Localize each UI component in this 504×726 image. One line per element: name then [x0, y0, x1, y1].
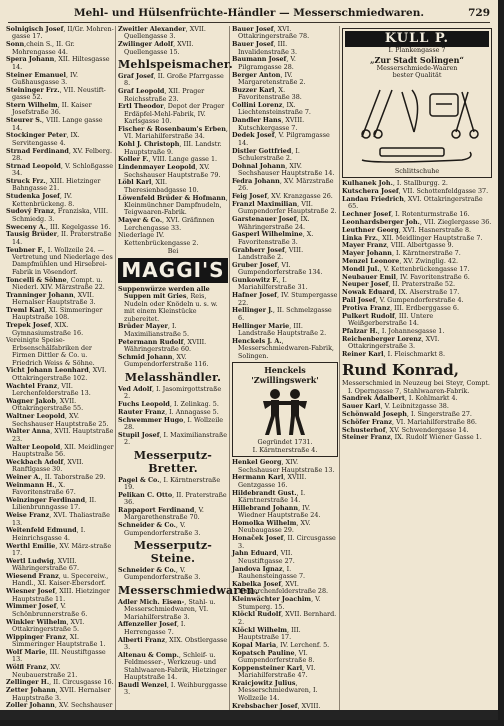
directory-entry: Kleinwächter Joachim, V. Stumperg. 15. [232, 595, 321, 611]
directory-entry: Gasperl Wilhelmine, X. Favoritenstraße 3. [232, 230, 314, 246]
directory-entry: Löbl Karl, XII. Theresienbadgasse 10. [118, 178, 199, 194]
column-3 [232, 26, 338, 716]
maggi-advert-logo: MAGGI'S [118, 258, 228, 283]
directory-entry: Wolf Marie, III. Neustiftgasse 13. [6, 647, 106, 664]
rund-advert-text: Messerschmied in Neuzeug bei Steyr, Compt. I. Operngasse 7, Stahlwaaren-Fabrik. [342, 379, 490, 395]
directory-entry: Pail Josef, V. Gumpendorferstraße 4. [342, 295, 464, 304]
directory-entry: Dedek Josef, V. Pilgramgasse 14. [232, 131, 330, 147]
directory-entry: Zellinger H., II. Circusgasse 16. [6, 678, 114, 687]
directory-entry: Weinmann H., X. Favoritenstraße 67. [6, 480, 76, 497]
directory-entry: Kopatsch Pauline, VI. Gumpendorferstraße 8. [232, 648, 315, 664]
section-heading-melass: Melasshändler. [124, 370, 222, 384]
directory-entry: Winkler Wilhelm, XVI. Ottakringerstraße 5. [6, 617, 85, 633]
directory-entry: Trepek Josef, XIX. Gymnasiumstraße 16. [6, 321, 84, 337]
directory-entry: Sauer Karl, V. Leibnitzgasse 38. [342, 402, 449, 411]
directory-entry: Steininger Frz., VII. Neustift-gasse 52. [6, 85, 106, 102]
section-heading-schmied: Messerschmiedwaren. [118, 583, 259, 597]
directory-entry: Neuper Josef, II. Praterstraße 52. [342, 280, 456, 289]
column-2 [118, 25, 259, 716]
skate-icon [352, 144, 482, 166]
cutlery-illustration-icon [352, 82, 482, 142]
directory-entry: Wachtel Franz, VII. Lerchenfelderstraße 13. [6, 381, 91, 398]
kull-name: KULL P. [345, 31, 489, 47]
directory-entry: Dandler Hans, XVIII. Kutschkergasse 7. [232, 116, 305, 132]
directory-entry: Walter Anna, XVII. Hauptstraße 23. [6, 427, 114, 443]
kull-line2: bester Qualität [392, 71, 442, 80]
directory-entry: Homolka Wilhelm, XV. Neubaugasse 29. [232, 519, 311, 535]
directory-entry: Brüder Mayer, I. Maximilianstraße 5. [118, 322, 190, 338]
directory-entry: Pagel & Co., I. Kärntnerstraße 19. [118, 475, 221, 491]
directory-entry: Ertl Theodor, Depot der Prager Erdäpfel-Mehl-Fabrik, IV. Karlsgasse 10. [118, 102, 225, 126]
entry-list [342, 180, 492, 358]
directory-entry: Franzl Maximilian, VII. Gumpendorfer Hauptstraße 2. [232, 200, 337, 216]
directory-entry: Tranninger Johann, XVII. Hernalser Hauptstraße 3. [6, 290, 96, 307]
directory-entry: Ved Adolf, I. Jasomirgottstraße 2. [118, 384, 222, 401]
directory-entry: Zweitler Alexander, XVII. Quellengasse 3. [118, 25, 206, 41]
directory-entry: Wölfl Franz, XV. Neubauerstraße 21. [6, 663, 78, 679]
directory-entry: Gunkowitz F., I. Mariahilferstraße 31. [232, 276, 308, 292]
henckels-advert [232, 362, 338, 457]
directory-entry: Lechner Josef, I. Rotenturmstraße 16. [342, 210, 470, 219]
section-heading-bretter: Messerputz-Bretter. [133, 448, 213, 475]
directory-entry: Koppensteiner Karl, VI. Mariahilferstraße 47. [232, 663, 316, 680]
directory-entry: Berger Anton, IV. Margaretenstraße 2. [232, 70, 306, 87]
directory-entry: Schwemmer Hugo, I. Wollzeile 28. [118, 415, 224, 431]
column-divider [229, 26, 230, 716]
directory-entry: Kabelka Josef, XVI. Neulerchenfelderstraße 28. [232, 579, 329, 596]
entry-list [118, 26, 228, 56]
directory-entry: Wippinger Franz, XI. Simmeringer Hauptstraße 1. [6, 632, 106, 649]
directory-entry: Niederlage IV. Kettenbrückengasse 2. [118, 231, 199, 247]
directory-entry: Henkel Georg, XIV. Sechshauser Hauptstraße 13. [232, 458, 335, 474]
directory-entry: Jahn Eduard, VII. Neustiftgasse 27. [232, 549, 295, 565]
directory-entry: Weiner A., II. Taborstraße 29. [6, 472, 106, 481]
henckels-address: I. Kärntnerstraße 4. [252, 445, 318, 454]
directory-entry: Landau Friedrich, XVI. Ottakringerstraße 65. [342, 194, 483, 211]
entry-list [342, 395, 492, 441]
column-divider [115, 26, 116, 716]
page-edge-shadow [0, 710, 498, 720]
directory-entry: Koller F., VIII. Lange gasse 1. [118, 155, 218, 164]
directory-entry: Wimmer Josef, V. Schönbrunnerstraße 6. [6, 602, 88, 618]
directory-entry: Studenka Josef, IV. Kettenbrückeng. 8. [6, 192, 75, 208]
column-1 [6, 26, 114, 716]
directory-entry: Mondl Jul., V. Kettenbrückengasse 17. [342, 264, 470, 273]
directory-entry: Vereinigte Speise-Erbsenschälfabriken der Firmen Dittler & Co. u. Friedrich Weiss & Söhne. [6, 336, 95, 367]
directory-entry: Weitenfeld Edmund, I. Heinrichsgasse 4. [6, 526, 86, 542]
directory-entry: Hillebrand Johann, IV. Wiedner Hauptstraße 24. [232, 503, 321, 520]
entry-list [118, 73, 228, 247]
directory-entry: Neubauer Emil, IV. Favoritenstraße 6. [342, 272, 470, 281]
directory-entry: Gruber Josef, VI. Gumpendorferstraße 134. [232, 260, 323, 277]
directory-entry: Mayer & Co., XVI. Gräfinnen Lerchengasse 33. [118, 216, 215, 232]
directory-entry: Waltner Leopold, XV. Sechshauser Hauptstraße 25. [6, 412, 109, 428]
directory-entry: Mayer Franz, VIII. Albertgasse 9. [342, 241, 454, 250]
kull-sign: „Zur Stadt Solingen“ [369, 54, 465, 65]
directory-entry: Honaček Josef, II. Circusgasse 3. [232, 534, 336, 550]
directory-entry: Solnigisch Josef, II/Gr. Mohren-gasse 17. [6, 25, 114, 41]
directory-entry: Steiner Franz, IX. Rudolf Wiener Gasse 1. [342, 433, 482, 442]
directory-entry: Treml Karl, XI. Simmeringer Hauptstraße 108. [6, 306, 103, 322]
directory-entry: Löwenfeld Brüder & Hofmann, Kleinmünchner Dampfnudeln, Teigwaaren-Fabrik. [118, 193, 228, 217]
directory-entry: Schneider & Co., V. Gumpendorferstraße 3. [118, 521, 201, 537]
kull-advert [342, 28, 492, 178]
directory-entry: Toncelli & Söhne, Compt. u. Niederl. XIV. Märzstraße 22. [6, 275, 105, 292]
directory-entry: Pelikan C. Otto, II. Praterstraße 36. [118, 490, 227, 507]
directory-entry: Feig Josef, XV. Kranzgasse 26. [232, 192, 333, 201]
directory-entry: Baumann Josef, V. Pilgramgasse 28. [232, 55, 296, 71]
directory-entry: Tausig Brüder, II. Praterstraße 14. [6, 230, 112, 246]
directory-entry: Wertl Ludwig, XVIII. Währingerstraße 67. [6, 556, 80, 573]
henckels-brand: Henckels 'Zwillingswerk' [251, 365, 319, 386]
directory-entry: Alberti Franz, XIX. Obstlergasse 3. [118, 635, 228, 651]
directory-entry: Hermann Karl, XVIII. Gentzgasse 16. [232, 473, 307, 489]
directory-entry: Lindenmayer Leopold, XV. Sechshauser Hauptstraße 79. [118, 163, 221, 179]
directory-entry: Kopal Maria, IV. Lerchenf. 5. [232, 640, 330, 649]
directory-entry: Buzzer Karl, X. Favoritenstraße 38. [232, 85, 302, 102]
directory-entry: Teubner F., I. Wollzeile 24. — Vertretung und Niederlage des Dampfmühlen und Hirsebrei-Fabrik in Vösendorf. [6, 245, 113, 276]
entry-list [118, 567, 228, 582]
directory-entry: Struck Frz., XIII. Hietzinger Bahngasse 21. [6, 177, 101, 193]
directory-entry: Jandova Ignaz, I. Rauhensteingasse 7. [232, 564, 306, 581]
directory-entry: Rappaport Ferdinand, V. Margarethenstraße 70. [118, 505, 204, 522]
directory-entry: Zwilinger Adolf, XVII. Quellengasse 15. [118, 40, 194, 56]
directory-entry: Stockinger Peter, IX. Servitengasse 4. [6, 131, 80, 147]
directory-entry: Altenau & Comp., Schleif- u. Feldmesser-, Werkzeug- und Stahlwaaren-Fabrik, Hietzinger Hauptstraße 14. [118, 650, 227, 681]
directory-entry: Steurer S., VIII. Lange gasse 14. [6, 116, 103, 132]
directory-entry: Baudl Wenzel, I. Weihburggasse 3. [118, 680, 228, 697]
directory-entry: Vicht Johann Leonhard, XVI. Ottakringerstraße 102. [6, 366, 107, 382]
directory-entry: Schmid Johann, XV. Gumpendorferstraße 116. [118, 352, 209, 369]
directory-entry: Henckels J. A., Messerschmiedwaren-Fabrik, Solingen. [232, 336, 334, 360]
entry-list [118, 477, 228, 537]
directory-entry: Kohl J. Christoph, III. Landstr. Hauptstraße 9. [118, 140, 222, 156]
kull-line3: Schlittschuhe [394, 166, 440, 175]
directory-entry: Hildebrandt Gust., I. Kärntnerstraße 14. [232, 488, 306, 505]
directory-entry: Fedra Johann, XV. Märzstraße 26. [232, 177, 334, 193]
rund-advert-name: Rund Konrad, [342, 361, 459, 380]
kull-address: I. Plankengasse 7 [388, 46, 446, 54]
directory-entry: Wiesend Franz, u. Specereiw., Handl., XI. Kaiser-Ebersdorf. [6, 571, 109, 588]
directory-entry: Kulhanek Joh., I. Stallburgg. 2. [342, 179, 448, 188]
bei-label: Bei [167, 246, 179, 255]
directory-entry: Graf Leopold, XII. Prager Reichsstraße 23. [118, 87, 205, 103]
page-number: 729 [468, 7, 490, 19]
entry-list [118, 386, 228, 447]
directory-entry: Leonhardsberger Joh., VII. Zieglergasse 36. [342, 217, 492, 226]
directory-entry: Krebsbacher Josef, XVIII. [232, 701, 321, 710]
directory-entry: Reichenberger Lorenz, XVI. Ottakringerstraße 3. [342, 334, 440, 350]
directory-entry: Petermann Rudolf, XVIII. Währingerstraße 60. [118, 337, 207, 354]
twins-logo-icon [255, 387, 315, 437]
directory-entry: Schönwald Joseph, I. Singerstraße 27. [342, 409, 472, 418]
directory-entry: Steiner Emanuel, IV. Gußhausgasse 3. [6, 70, 79, 87]
directory-entry: Bauer Josef, III. Invalidenstraße 3. [232, 40, 298, 56]
directory-entry: Dohnal Johann, XIV. Sechshauser Hauptstraße 14. [232, 161, 335, 178]
page-title: Mehl- und Hülsenfrüchte-Händler — Messerschmiedwaren. [73, 7, 425, 19]
directory-entry: Sandrek Adalbert, I. Kohlmarkt 4. [342, 394, 458, 403]
directory-entry: Stupil Josef, I. Maximilianstraße 2. [118, 430, 228, 447]
directory-entry: Wiesner Josef, XIII. Hietzinger Hauptstraße 11. [6, 587, 110, 603]
directory-entry: Weinzinger Ferdinand, II. Lilienbrunngasse 17. [6, 495, 97, 512]
directory-entry: Schusterhof, XV. Schwendergasse 14. [342, 425, 469, 434]
column-divider [339, 26, 340, 716]
directory-entry: Hafner Josef, IV. Stumpergasse 22. [232, 291, 338, 307]
directory-entry: Garstenauer Josef, IX. Währingerstraße 24. [232, 215, 310, 231]
directory-entry: Pulkert Rudolf, III. Untere Weißgerberstraße 14. [342, 311, 434, 327]
directory-entry: Nowak Eduard, IX. Alserstraße 17. [342, 288, 460, 297]
maggi-advert-text [118, 286, 228, 338]
directory-entry: Strnad Ferdinand, XV. Felberg. 28. [6, 146, 112, 163]
directory-entry: Stern Wilhelm, II. Kaiser Josefstraße 36. [6, 101, 92, 117]
directory-entry: Sweceny A., III. Kegelgasse 16. [6, 222, 111, 231]
entry-list [6, 26, 114, 717]
directory-entry: Hellinger Marie, III. Landstraße Hauptstraße 2. [232, 321, 327, 338]
kull-line1: Messerschmiede-Waaren [376, 63, 458, 72]
directory-entry: Leuthner Georg, XVI. Hasnerstraße 8. [342, 225, 472, 234]
directory-entry: Sonn,chein S., II. Gr. Mohrengasse 44. [6, 40, 75, 56]
directory-entry: Affenzeller Josef, I. Herrengasse 7. [118, 620, 186, 636]
directory-entry: Collini Lorenz, IX. Liechtensteinstraße 7. [232, 101, 311, 117]
section-heading-steine: Messerputz-Steine. [133, 538, 213, 565]
directory-entry: Mayer Johann, I. Kärntnerstraße 7. [342, 249, 461, 258]
directory-entry: Werthl Emilie, XV. März-straße 17. [6, 541, 112, 557]
directory-entry: Wagner Jakob, XVII. Ottakringerstraße 55. [6, 396, 84, 413]
directory-entry: Zoller Johann, XV. Sechshauser [6, 701, 113, 710]
directory-entry: Protiva Franz, III. Erdberggasse 6. [342, 303, 460, 312]
directory-entry: Distler Gottfried, I. Schulerstraße 2. [232, 146, 300, 163]
directory-entry: Klöckl Rudolf, XVII. Bernhard. 2. [232, 610, 337, 626]
entry-list [232, 459, 338, 717]
directory-entry: Suppenwürze werden alle Suppen mit Gries, Reis, Nudeln oder Knödeln u. s. w. mit einem Kleinstücke zubereitet. [118, 285, 218, 323]
directory-entry: Fuchs Leopold, I. Zelinkag. 5. [118, 399, 219, 408]
directory-entry: Menzel Leonore, XV. Zwinglig. 42. [342, 256, 459, 265]
directory-entry: Rauter Franz, I. Annagasse 5. [118, 407, 219, 416]
entry-list [118, 339, 228, 369]
directory-entry: Schöfer Franz, VI. Mariahilferstraße 86. [342, 417, 477, 426]
directory-entry: Linka Frz., XII. Meidlinger Hauptstraße 7. [342, 233, 483, 242]
directory-entry: Strnad Leopold, V. Schloßgasse 34. [6, 161, 113, 178]
directory-entry: Hellinger J., II. Schmelzgasse 6. [232, 306, 332, 322]
column-4 [342, 26, 492, 716]
directory-entry: Graf Josef, II. Große Pfarrgasse 8. [118, 72, 224, 88]
directory-entry: Spera Johann, XII. Hiltesgasse 14. [6, 55, 110, 71]
directory-entry: Weckbach Adolf, XVII. Ranftlgasse 30. [6, 457, 84, 474]
directory-entry: Weise Franz, XVI. Thaliastraße 13. [6, 511, 110, 527]
directory-entry: Pfalzar H., I. Johannesgasse 1. [342, 326, 445, 335]
directory-entry: Zetter Johann, XVII. Hernalser Hauptstraße 3. [6, 686, 111, 702]
directory-entry: Kutschera Josef, VII. Schottenfeldgasse 37. [342, 187, 489, 196]
entry-list [232, 26, 338, 360]
directory-entry: Schneider & Co., V. Gumpendorferstraße 3. [118, 565, 201, 582]
henckels-founded: Gegründet 1731. [257, 438, 313, 447]
directory-entry: Kraicjowitz Julius, Messerschmiedwaren, I. Wollzeile 14. [232, 678, 318, 702]
directory-entry: Walter Leopold, XII. Meidlinger Hauptstraße 56. [6, 442, 114, 458]
entry-list [118, 599, 228, 697]
directory-entry: Grabherr Josef, VIII. Landstraße 2. [232, 245, 304, 262]
directory-entry: Reiner Karl, I. Fleischmarkt 8. [342, 349, 446, 358]
directory-entry: Fischer & Rosenbaum's Erben, VI. Mariahilferstraße 34. [118, 125, 228, 141]
directory-entry: Bauer Josef, XVI. Ottakringerstraße 78. [232, 25, 310, 41]
directory-entry: Klöckl Wilhelm, III. Hauptstraße 17. [232, 625, 301, 641]
directory-entry: Sudový Franz, Franziska, VIII. Schmiedg. 3. [6, 207, 108, 223]
directory-entry: Adler Mich. Eisen-, Stahl- u. Messerschmiedwaren, VI. Mariahilferstraße 3. [118, 597, 216, 621]
page-header [8, 6, 490, 23]
section-heading-mehlspeis: Mehlspeismacher. [118, 58, 233, 72]
